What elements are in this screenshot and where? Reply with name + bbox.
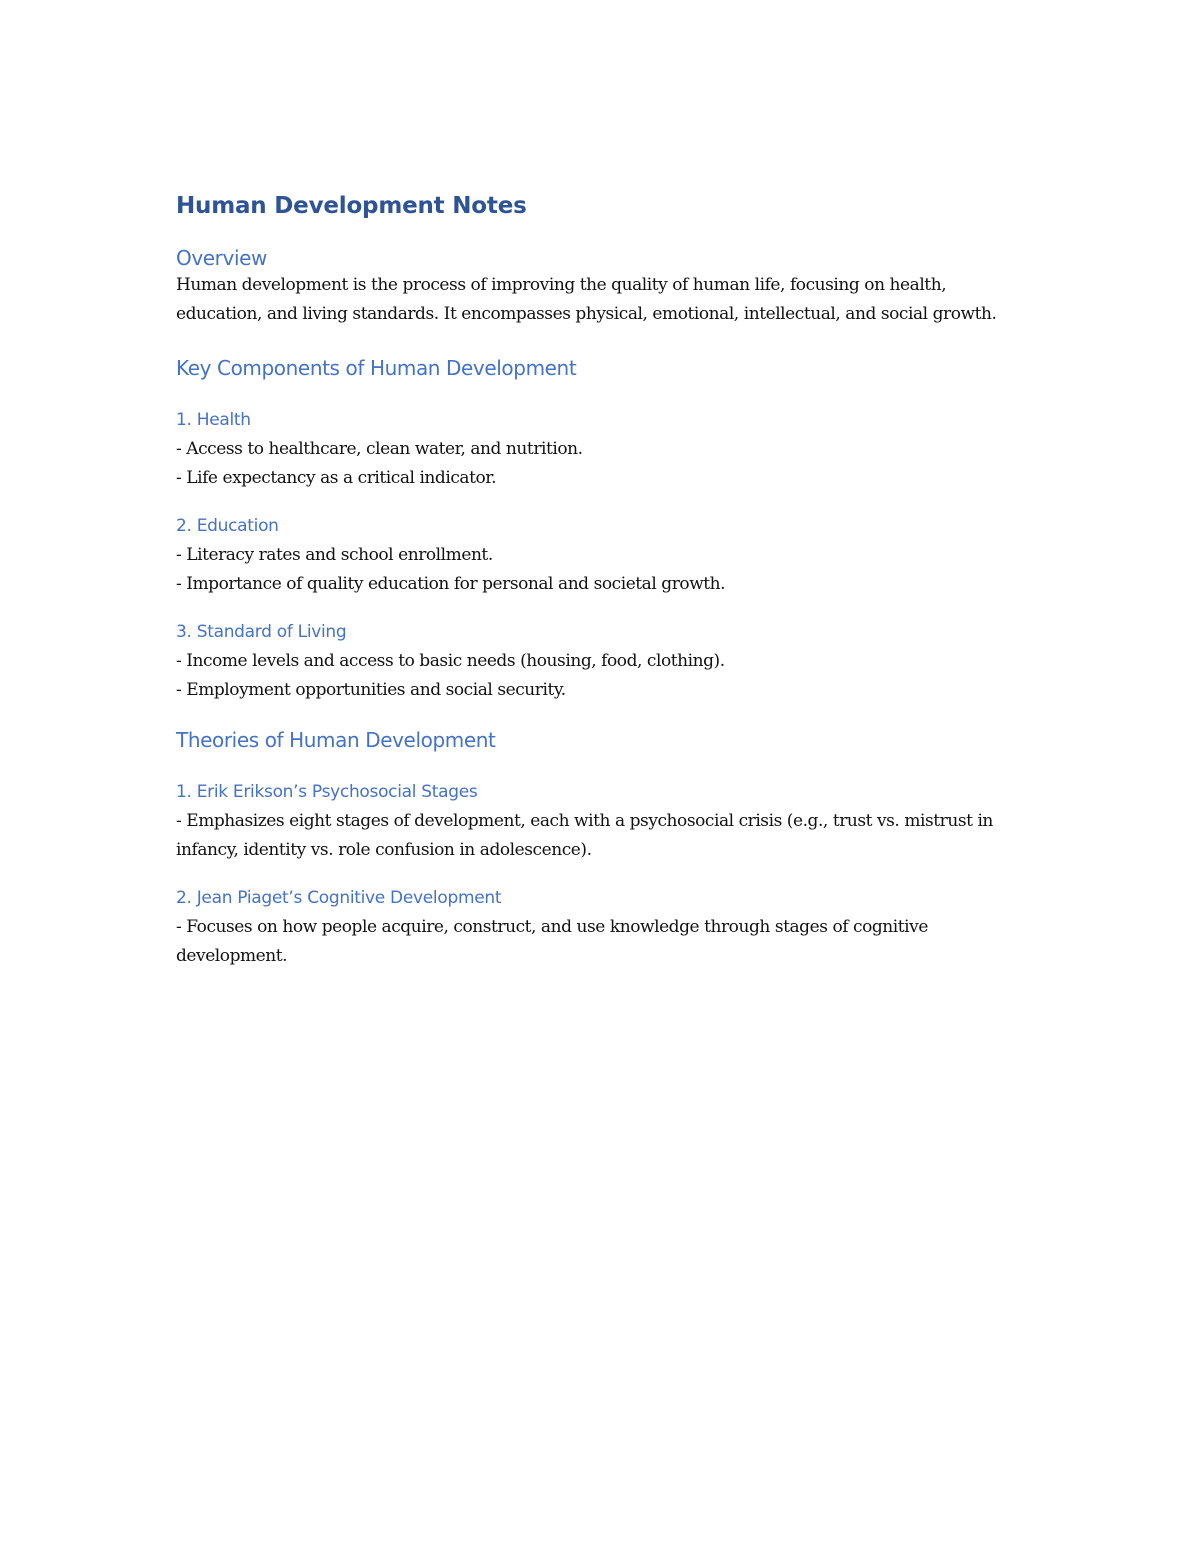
document-page [176,188,1036,971]
theory-text-piaget: - Focuses on how people acquire, construct, and use knowledge through stages of cognitive development. [176,917,928,966]
list-item: - Life expectancy as a critical indicator. [176,468,497,488]
overview-heading: Overview [176,246,267,270]
list-item: - Literacy rates and school enrollment. [176,545,493,565]
component-heading-health: 1. Health [176,410,251,430]
overview-text: Human development is the process of improving the quality of human life, focusing on health, education, and living standards. It encompasses physical, emotional, intellectual, and social growth. [176,275,997,324]
document-title: Human Development Notes [176,193,527,219]
component-heading-education: 2. Education [176,516,279,536]
component-heading-standard-of-living: 3. Standard of Living [176,622,347,642]
list-item: - Importance of quality education for personal and societal growth. [176,574,726,594]
list-item: - Access to healthcare, clean water, and nutrition. [176,439,583,459]
components-heading: Key Components of Human Development [176,356,577,380]
list-item: - Income levels and access to basic needs (housing, food, clothing). [176,651,725,671]
theory-heading-erikson: 1. Erik Erikson’s Psychosocial Stages [176,782,478,802]
list-item: - Employment opportunities and social security. [176,680,566,700]
theory-text-erikson: - Emphasizes eight stages of development, each with a psychosocial crisis (e.g., trust vs. mistrust in infancy, identity vs. role confusion in adolescence). [176,811,993,860]
theory-heading-piaget: 2. Jean Piaget’s Cognitive Development [176,888,502,908]
theories-heading: Theories of Human Development [176,728,496,752]
